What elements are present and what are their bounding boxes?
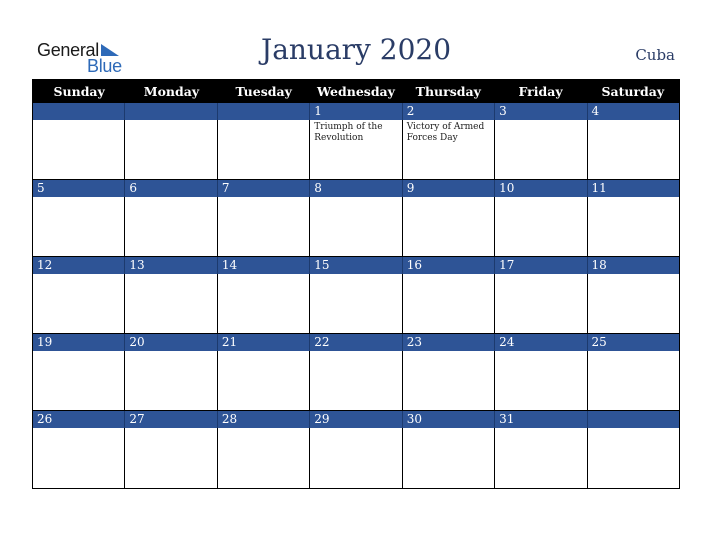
day-cell: [33, 197, 124, 257]
day-number: 18: [587, 257, 679, 274]
day-number: 30: [402, 411, 494, 428]
day-number: 29: [309, 411, 401, 428]
holiday-label: Triumph of the Revolution: [314, 122, 383, 143]
day-number: [33, 103, 124, 120]
day-number: 16: [402, 257, 494, 274]
calendar-week: [33, 411, 679, 488]
weekday-friday: Friday: [518, 84, 563, 99]
day-number: 31: [494, 411, 586, 428]
day-cell: [402, 120, 494, 180]
day-cell: [587, 120, 679, 180]
day-cell: [309, 351, 401, 411]
day-cell: [587, 197, 679, 257]
country-label: Cuba: [635, 46, 675, 64]
day-number: 1: [309, 103, 401, 120]
day-cell: [309, 197, 401, 257]
day-number: 27: [124, 411, 216, 428]
day-number: [587, 411, 679, 428]
day-number: 21: [217, 334, 309, 351]
day-number: 7: [217, 180, 309, 197]
day-cell: [402, 351, 494, 411]
day-cell-row: [33, 120, 679, 180]
day-cell: [33, 351, 124, 411]
date-number-row: [33, 103, 679, 120]
day-number: 22: [309, 334, 401, 351]
weekday-thursday: Thursday: [415, 84, 481, 99]
day-number: [124, 103, 216, 120]
day-number: 3: [494, 103, 586, 120]
weekday-monday: Monday: [143, 84, 200, 99]
day-number: 20: [124, 334, 216, 351]
logo-text-blue: Blue: [87, 56, 122, 76]
day-number: [217, 103, 309, 120]
day-cell: [494, 428, 586, 488]
day-number: 26: [37, 412, 53, 426]
day-cell: [494, 351, 586, 411]
day-number: 8: [309, 180, 401, 197]
calendar-week: [33, 334, 679, 411]
day-cell: [124, 274, 216, 334]
weekday-tuesday: Tuesday: [235, 84, 292, 99]
day-cell-row: [33, 428, 679, 488]
day-number: 23: [402, 334, 494, 351]
day-cell: [309, 120, 401, 180]
day-number: 28: [217, 411, 309, 428]
logo-text-general: General: [37, 40, 99, 60]
day-number: 12: [37, 258, 53, 272]
day-number: 10: [494, 180, 586, 197]
day-cell: [217, 197, 309, 257]
day-cell: [402, 197, 494, 257]
day-number: 9: [402, 180, 494, 197]
weekday-wednesday: Wednesday: [317, 84, 395, 99]
day-number: 13: [124, 257, 216, 274]
day-cell: [217, 351, 309, 411]
date-number-row: [33, 411, 679, 428]
day-cell: [402, 428, 494, 488]
day-number: 6: [124, 180, 216, 197]
day-cell-row: [33, 197, 679, 257]
day-number: 14: [217, 257, 309, 274]
day-cell-row: [33, 351, 679, 411]
calendar-grid: [32, 79, 680, 489]
day-cell: [124, 351, 216, 411]
day-cell: [494, 120, 586, 180]
calendar-title: January 2020: [260, 33, 452, 66]
day-cell: [494, 274, 586, 334]
calendar-week: [33, 180, 679, 257]
day-number: 17: [494, 257, 586, 274]
day-number: 2: [402, 103, 494, 120]
calendar-week: [33, 103, 679, 180]
holiday-label: Victory of Armed Forces Day: [406, 122, 485, 143]
day-cell: [124, 428, 216, 488]
day-cell: [217, 274, 309, 334]
date-number-row: [33, 257, 679, 274]
day-number: 24: [494, 334, 586, 351]
day-cell: [217, 120, 309, 180]
day-cell: [402, 274, 494, 334]
day-number: 4: [587, 103, 679, 120]
day-number: 5: [37, 181, 45, 195]
day-cell: [309, 274, 401, 334]
date-number-row: [33, 334, 679, 351]
day-cell: [33, 274, 124, 334]
day-number: 15: [309, 257, 401, 274]
day-cell: [494, 197, 586, 257]
day-cell: [124, 120, 216, 180]
weekday-saturday: Saturday: [601, 84, 665, 99]
day-cell: [33, 428, 124, 488]
day-cell: [217, 428, 309, 488]
day-cell: [309, 428, 401, 488]
weeks-container: [33, 103, 679, 488]
day-number: 11: [587, 180, 679, 197]
day-number: 19: [37, 335, 53, 349]
day-number: 25: [587, 334, 679, 351]
weekday-sunday: Sunday: [53, 84, 105, 99]
date-number-row: [33, 180, 679, 197]
day-cell-row: [33, 274, 679, 334]
day-cell: [587, 428, 679, 488]
day-cell: [587, 351, 679, 411]
weekday-header: [33, 80, 679, 103]
calendar-week: [33, 257, 679, 334]
day-cell: [587, 274, 679, 334]
day-cell: [124, 197, 216, 257]
day-cell: [33, 120, 124, 180]
